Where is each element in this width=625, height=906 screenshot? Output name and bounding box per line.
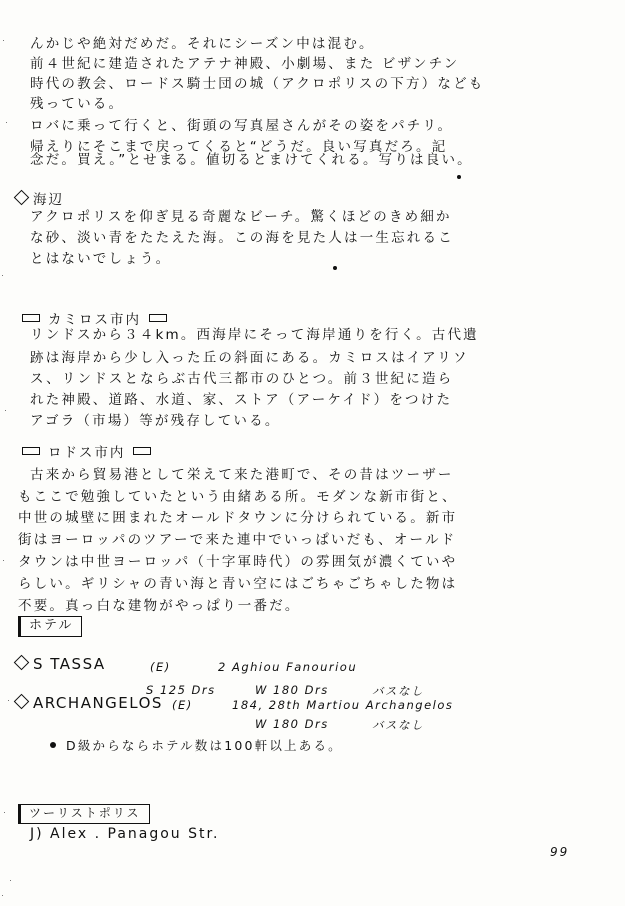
diamond-bullet-icon (14, 190, 30, 206)
kamiros-line: 跡は海岸から少し入った丘の斜面にある。カミロスはイアリソ (30, 350, 469, 366)
section-marker-icon (22, 314, 40, 322)
section-heading-rhodes (14, 447, 159, 461)
hotel-entry-archangelos (16, 694, 163, 712)
rhodes-line: 古来から貿易港として栄えて来た港町で、その昔はツーザー (30, 467, 454, 483)
section-heading-beach (16, 192, 64, 208)
section-heading-kamiros (14, 314, 175, 328)
hotel-rate-double: W 180 Drs (255, 683, 329, 697)
ink-dot (457, 175, 461, 179)
hotel-entry-stassa (16, 655, 106, 673)
intro-line: 帰えりにそこまで戻ってくると“どうだ。良い写真だろ。記 (30, 139, 448, 155)
rhodes-line: 街はヨーロッパのツアーで来た連中でいっぱいだも、オールド (18, 532, 457, 548)
hotel-bath: バスなし (372, 718, 424, 732)
intro-line: 前４世紀に建造されたアテナ神殿、小劇場、また ビザンチン (30, 56, 460, 72)
diamond-bullet-icon (14, 655, 30, 671)
hotel-name: S TASSA (33, 655, 106, 673)
rhodes-line: もここで勉強していたという由緒ある所。モダンな新市街と、 (18, 489, 458, 505)
rhodes-line: らしい。ギリシャの青い海と青い空にはごちゃごちゃした物は (18, 576, 458, 592)
rhodes-line: タウンは中世ヨーロッパ（十字軍時代）の雰囲気が濃くていや (18, 554, 458, 570)
kamiros-line: ス、リンドスとならぶ古代三都市のひとつ。前３世紀に造ら (30, 371, 454, 387)
section-marker-icon (133, 447, 151, 455)
hotel-section-label: ホテル (18, 616, 82, 637)
rhodes-heading-text: ロドス市内 (48, 445, 126, 461)
beach-line: アクロポリスを仰ぎ見る奇麗なビーチ。驚くほどのきめ細か (30, 209, 452, 225)
hotel-rate-double: W 180 Drs (255, 717, 329, 731)
beach-heading-text: 海辺 (33, 192, 64, 208)
kamiros-line: れた神殿、道路、水道、家、ストア（アーケイド）をつけた (30, 392, 453, 408)
hotel-note (50, 740, 343, 753)
beach-line: とはないでしょう。 (30, 251, 172, 267)
intro-line: 時代の教会、ロードス騎士団の城（アクロポリスの下方）なども (30, 76, 485, 92)
section-marker-icon (149, 314, 167, 322)
ink-dot (333, 266, 337, 270)
hotel-class: (E) (150, 660, 171, 674)
kamiros-line: リンドスから３４km。西海岸にそって海岸通りを行く。古代遺 (30, 327, 479, 343)
rhodes-line: 不要。真っ白な建物がやっぱり一番だ。 (18, 598, 301, 614)
hotel-bath: バスなし (372, 684, 424, 698)
intro-line: ロバに乗って行くと、街頭の写真屋さんがその姿をパチリ。 (30, 118, 454, 134)
hotel-note-text: D級からならホテル数は100軒以上ある。 (66, 738, 343, 753)
kamiros-heading-text: カミロス市内 (48, 312, 141, 328)
tourist-police-label: ツーリストポリス (18, 804, 150, 824)
hotel-name: ARCHANGELOS (33, 694, 163, 712)
intro-line: 念だ。買え。”とせまる。値切るとまけてくれる。写りは良い。 (30, 152, 473, 168)
intro-line: んかじや絶対だめだ。それにシーズン中は混む。 (30, 36, 375, 52)
page-number: 99 (550, 845, 570, 859)
hotel-class: (E) (172, 698, 193, 712)
diamond-bullet-icon (14, 694, 30, 710)
hotel-address: 2 Aghiou Fanouriou (218, 660, 358, 674)
hotel-address: 184, 28th Martiou Archangelos (232, 698, 454, 712)
intro-line: 残っている。 (30, 96, 125, 112)
tourist-police-address: J) Alex . Panagou Str. (30, 826, 220, 842)
hotel-rate-single: S 125 Drs (146, 683, 216, 697)
kamiros-line: アゴラ（市場）等が残存している。 (30, 413, 281, 429)
beach-line: な砂、淡い青をたたえた海。この海を見た人は一生忘れるこ (30, 230, 454, 246)
rhodes-line: 中世の城壁に囲まれたオールドタウンに分けられている。新市 (18, 510, 458, 526)
section-marker-icon (22, 447, 40, 455)
bullet-icon (50, 742, 56, 748)
